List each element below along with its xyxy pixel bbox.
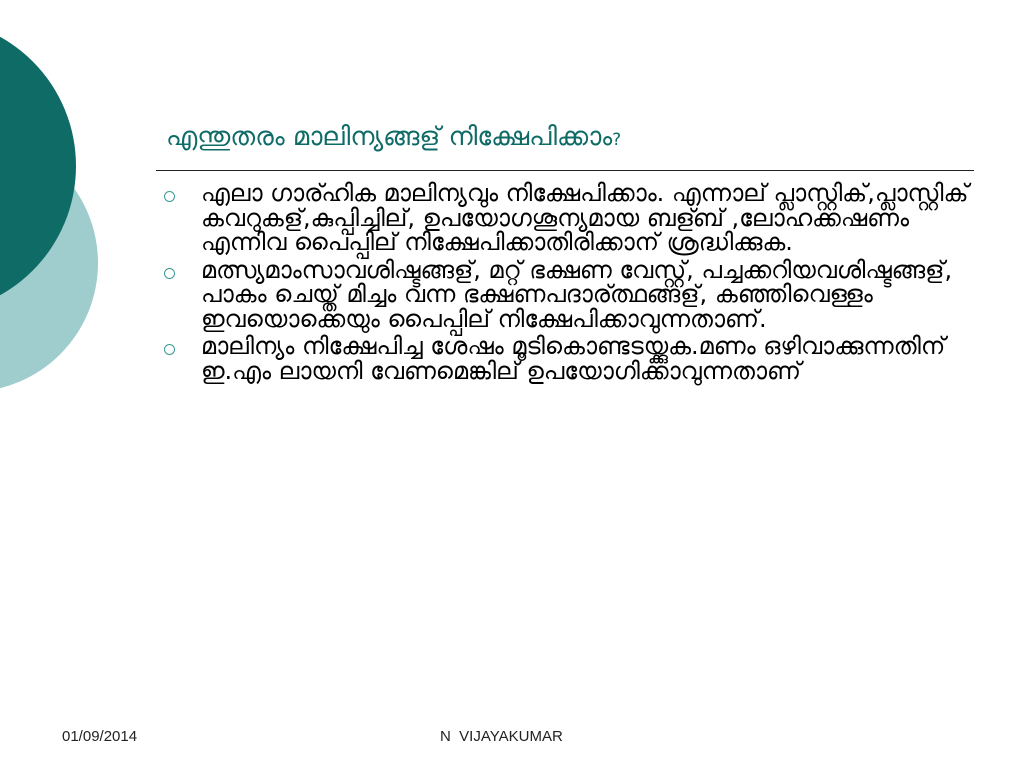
footer-author: N VIJAYAKUMAR [440, 728, 563, 745]
bullet-list [160, 181, 980, 386]
footer-date: 01/09/2014 [62, 728, 138, 745]
bullet-circle-icon [164, 191, 175, 202]
slide-title [166, 118, 986, 159]
bullet-text: മാലിന്യം നിക്ഷേപിച്ച ശേഷം മൂടികൊണ്ടടയ്ക്കുക.മണം ഒഴിവാക്കുന്നതിന് ഇ.എം ലായനി വേണമെങ്കില് ഉപയോഗിക്കാവുന്നതാണ് [201, 332, 946, 385]
bullet-item-food-waste [160, 255, 980, 333]
slide-title-question-mark: ? [612, 130, 622, 150]
bullet-circle-icon [164, 268, 175, 279]
bullet-item-close-lid [160, 334, 980, 383]
title-divider [156, 170, 974, 171]
bullet-item-waste-allowed [160, 181, 980, 255]
slide-title-text: എന്തുതരം മാലിന്യങ്ങള് നിക്ഷേപിക്കാം [166, 122, 613, 152]
bullet-text: മത്സ്യമാംസാവശിഷ്ടങ്ങള്, മറ്റ് ഭക്ഷണ വേസ്റ്റ്, പച്ചക്കറിയവശിഷ്ടങ്ങള്, പാകം ചെയ്ത് മിച്ചം വന്ന ഭക്ഷണപദാര്ത്ഥങ്ങള്, കഞ്ഞിവെള്ളം ഇവയൊക്കെയും പൈപ്പില് നിക്ഷേപിക്കാവുന്നതാണ്. [201, 255, 953, 333]
bullet-text: എലാ ഗാര്ഹിക മാലിന്യവും നിക്ഷേപിക്കാം. എന്നാല് പ്ലാസ്റ്റിക്,പ്ലാസ്റ്റിക് കവറുകള്,കുപ്പിച്ചില്, ഉപയോഗശൂന്യമായ ബള്ബ് ,ലോഹക്കഷണം എന്നിവ പൈപ്പില് നിക്ഷേപിക്കാതിരിക്കാന് ശ്രദ്ധിക്കുക. [201, 179, 969, 256]
bullet-circle-icon [164, 344, 175, 355]
